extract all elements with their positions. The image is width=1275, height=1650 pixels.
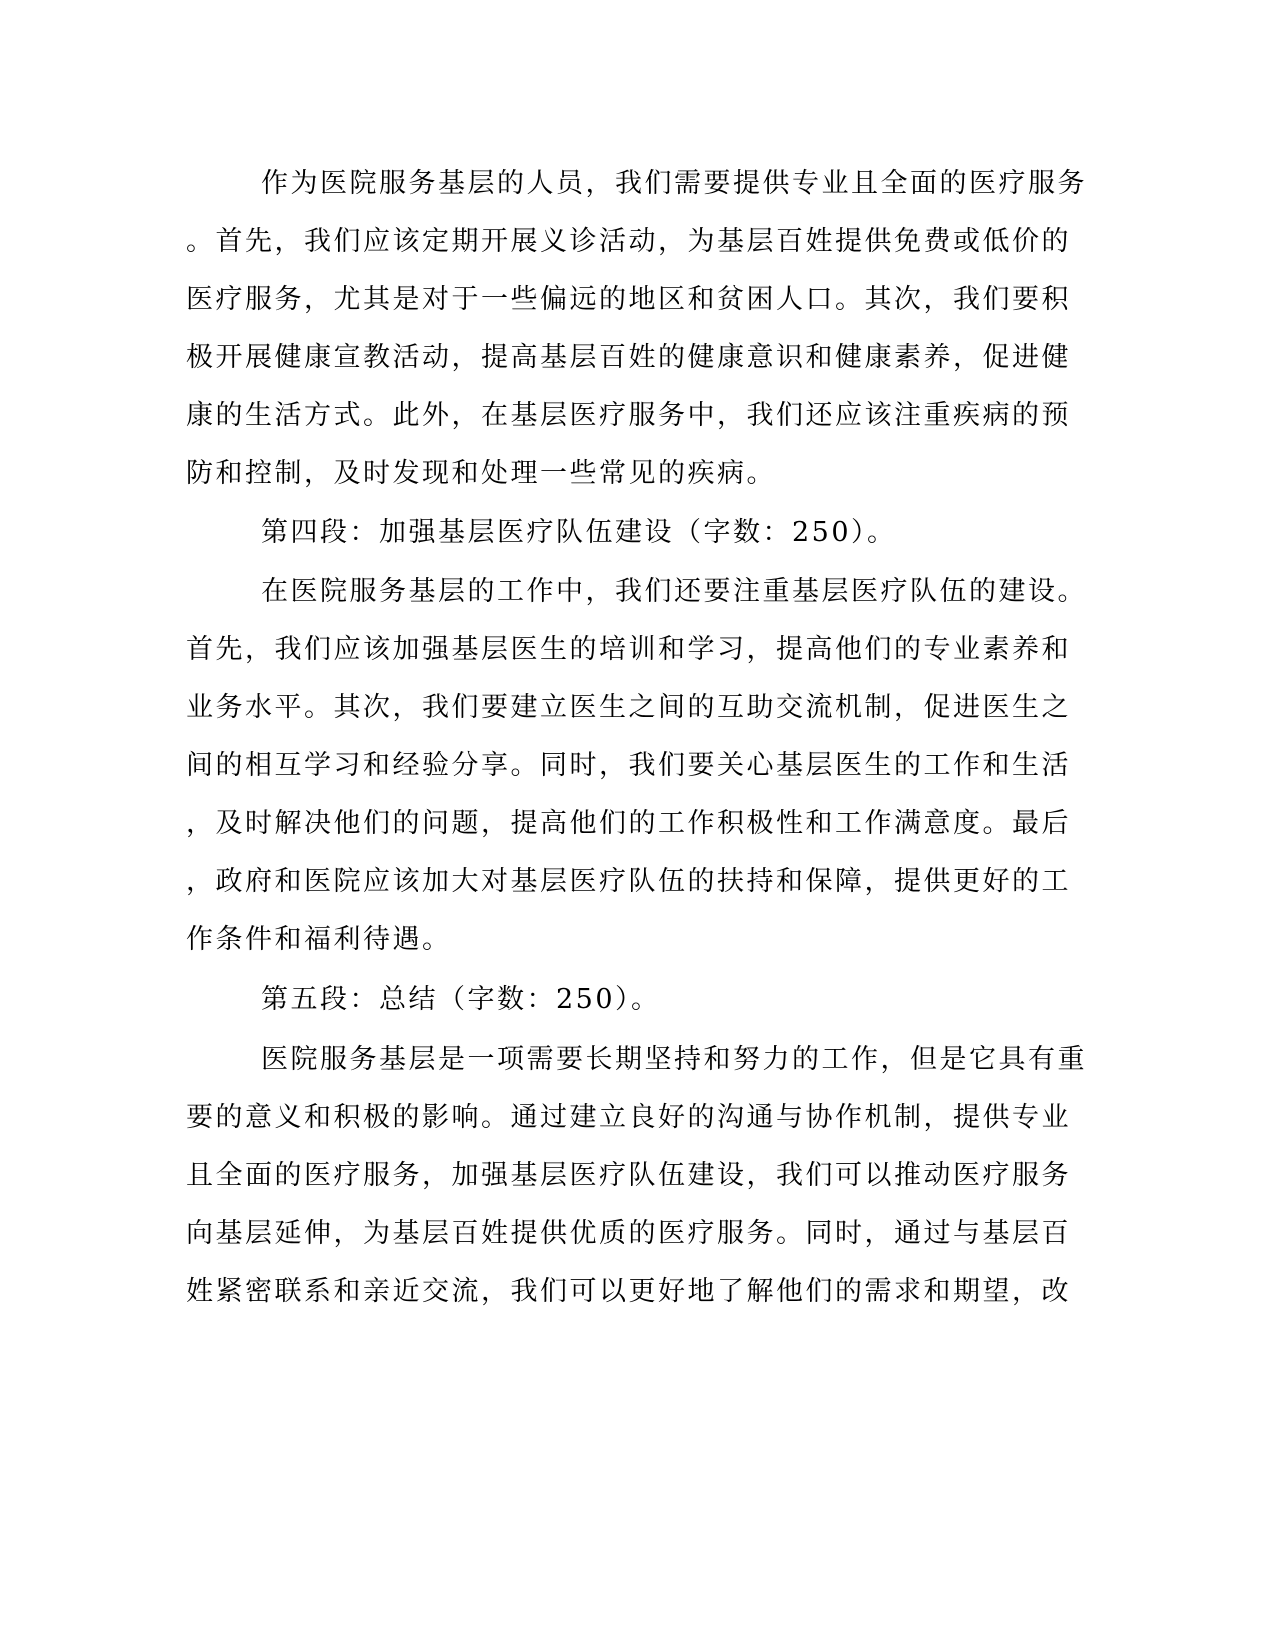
paragraph-line: 间的相互学习和经验分享。同时，我们要关心基层医生的工作和生活: [186, 750, 1071, 781]
paragraph-line: 首先，我们应该加强基层医生的培训和学习，提高他们的专业素养和: [186, 634, 1071, 665]
section-heading: 第四段：加强基层医疗队伍建设（字数：250）。: [261, 517, 897, 548]
paragraph-line: 业务水平。其次，我们要建立医生之间的互助交流机制，促进医生之: [186, 692, 1071, 723]
paragraph-line: 作为医院服务基层的人员，我们需要提供专业且全面的医疗服务: [261, 168, 1087, 199]
paragraph-line: ，政府和医院应该加大对基层医疗队伍的扶持和保障，提供更好的工: [186, 866, 1071, 897]
paragraph-line: 防和控制，及时发现和处理一些常见的疾病。: [186, 458, 776, 489]
paragraph-line: 医疗服务，尤其是对于一些偏远的地区和贫困人口。其次，我们要积: [186, 284, 1071, 315]
paragraph-line: 姓紧密联系和亲近交流，我们可以更好地了解他们的需求和期望，改: [186, 1276, 1071, 1307]
paragraph-line: 极开展健康宣教活动，提高基层百姓的健康意识和健康素养，促进健: [186, 342, 1071, 373]
paragraph-line: 。首先，我们应该定期开展义诊活动，为基层百姓提供免费或低价的: [186, 226, 1071, 257]
paragraph-line: ，及时解决他们的问题，提高他们的工作积极性和工作满意度。最后: [186, 808, 1071, 839]
section-heading: 第五段：总结（字数：250）。: [261, 984, 661, 1015]
paragraph-line: 医院服务基层是一项需要长期坚持和努力的工作，但是它具有重: [261, 1044, 1087, 1075]
paragraph-line: 向基层延伸，为基层百姓提供优质的医疗服务。同时，通过与基层百: [186, 1218, 1071, 1249]
paragraph-line: 在医院服务基层的工作中，我们还要注重基层医疗队伍的建设。: [261, 576, 1087, 607]
paragraph-line: 且全面的医疗服务，加强基层医疗队伍建设，我们可以推动医疗服务: [186, 1160, 1071, 1191]
paragraph-line: 作条件和福利待遇。: [186, 924, 452, 955]
paragraph-line: 康的生活方式。此外，在基层医疗服务中，我们还应该注重疾病的预: [186, 400, 1071, 431]
paragraph-line: 要的意义和积极的影响。通过建立良好的沟通与协作机制，提供专业: [186, 1102, 1071, 1133]
